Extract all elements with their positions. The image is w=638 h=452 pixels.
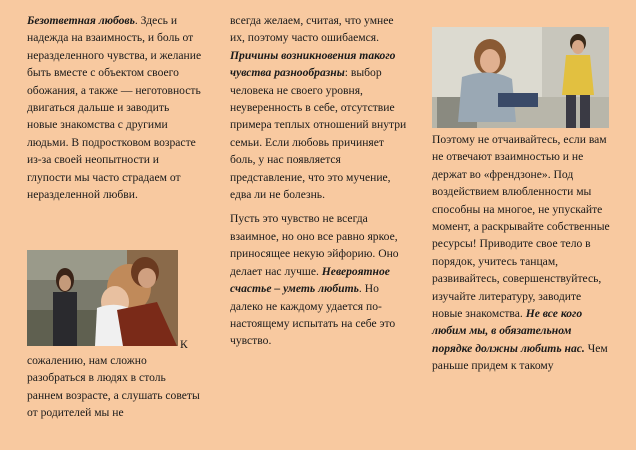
- emphasis-causes: Причины возникновения такого чувства разнообразны: [230, 48, 396, 80]
- paragraph-text: . Но далеко не каждому удается по-настоящему испытать на себе это чувство.: [230, 282, 396, 348]
- photo-sad-girl-and-boy-image: [432, 27, 609, 128]
- heading-unrequited-love: Безответная любовь: [27, 14, 135, 27]
- paragraph-text: Поэтому не отчаивайтесь, если вам не отвечают взаимностью и не держат во «френдзоне». Под воздействием влюбленности мы способны на многое, не упускайте момент, а раскрывайте собственные ресурсы! Приводите свое тело в порядок, учитесь танцам, развивайтесь, совершенствуйтесь, изучайте литературу, заводите новые знакомства.: [432, 133, 610, 321]
- paragraph: [230, 12, 410, 203]
- paragraph-continued: [27, 352, 202, 422]
- paragraph-text: : выбор человека не своего уровня, неуверенность в себе, отсутствие примера теплых отношений внутри семьи. Если любовь причиняет боль, у нас появляется представление, что это мучение, едва ли не болезнь.: [230, 66, 407, 202]
- paragraph-text: . Здесь и надежда на взаимность, и боль от неразделенного чувства, и желание быть вместе с объектом своего обожания, а также — неготовность двигаться дальше и заводить новые знакомства с другими людьми. В подростковом возрасте из-за своей неопытности и глупости мы часто страдаем от неразделенной любви.: [27, 14, 202, 202]
- paragraph-text: Пусть это чувство не всегда взаимное, но оно все равно яркое, приносящее некую эйфорию. Оно делает нас лучше.: [230, 212, 399, 278]
- paragraph: [27, 12, 202, 203]
- column-left: [27, 12, 202, 203]
- photo-couple-and-girl-image: [27, 250, 178, 346]
- photo-couple-and-girl: [27, 250, 178, 346]
- paragraph: [230, 210, 410, 349]
- photo-sad-girl-and-boy: [432, 27, 609, 128]
- paragraph-text: сожалению, нам сложно разобраться в людях в столь раннем возрасте, а слушать советы от родителей мы не: [27, 354, 200, 420]
- paragraph-text: Чем раньше придем к такому: [432, 341, 608, 373]
- column-middle: [230, 12, 410, 350]
- emphasis-not-all: Не все кого любим мы, в обязательном порядке должны любить нас.: [432, 307, 585, 355]
- emphasis-happiness: Невероятное счастье – уметь любить: [230, 264, 390, 296]
- paragraph-k-letter: [180, 336, 188, 353]
- paragraph: [432, 131, 614, 375]
- column-right: [432, 131, 614, 375]
- paragraph-text: всегда желаем, считая, что умнее их, поэтому часто ошибаемся.: [230, 14, 394, 45]
- k-letter: К: [180, 338, 188, 351]
